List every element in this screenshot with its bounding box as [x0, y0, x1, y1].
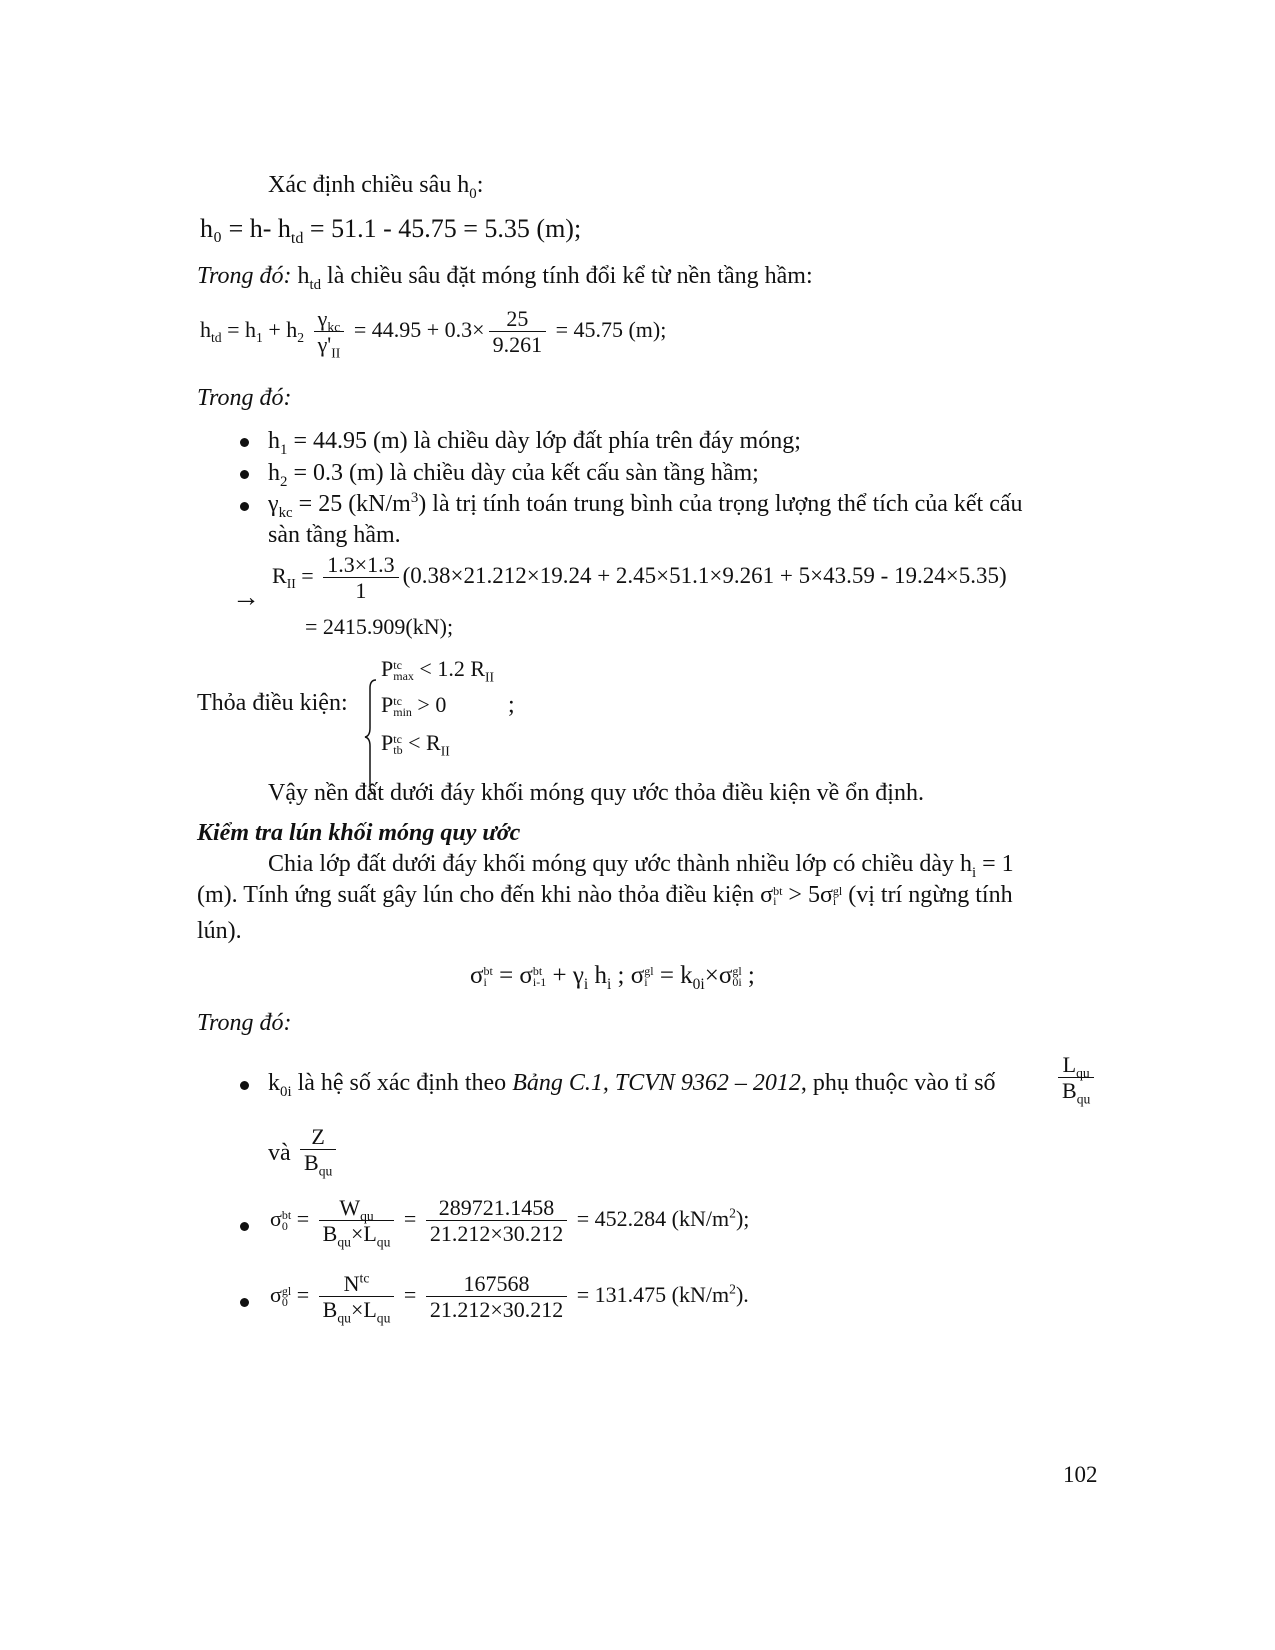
line-trong-do-2: Trong đó:	[197, 1010, 292, 1036]
cond-tb: P tc tb < $R_{II}$	[381, 730, 450, 759]
bullet-dot	[240, 1222, 249, 1231]
fraction-lqu-bqu: $\frac{L_{qu}}{B_{qu}}$	[1058, 1052, 1094, 1104]
bullet-k0i: $k_{0i}$ là hệ số xác định theo Bảng C.1, TCVN 9362 – 2012, phụ thuộc vào tỉ số	[268, 1070, 996, 1100]
brace-icon	[364, 678, 378, 796]
fraction-gamma: $\frac{\gamma_{kc}}{\gamma'_{II}}$	[314, 306, 345, 358]
bullet-h2: $h_2 = 0.3$ (m) là chiều dày của kết cấu sàn tầng hầm;	[268, 460, 759, 490]
equation-htd: $h_{td} = h_1 + h_2$ $\frac{\gamma_{kc}}{\gamma'_{II}}$ = 44.95 + 0.3× $\frac{25}{9.261}$ = 45.75 (m);	[200, 306, 667, 361]
bullet-gamma-kc-cont: sàn tầng hầm.	[268, 522, 401, 548]
bullet-dot	[240, 438, 249, 447]
fraction-25: $\frac{25}{9.261}$	[489, 306, 547, 358]
fraction-z-bqu: $\frac{Z}{B_{qu}}$	[300, 1124, 336, 1176]
equation-rii: $R_{II}$ = $\frac{1.3\times 1.3}{1}$ (0.38×21.212×19.24 + 2.45×51.1×9.261 + 5×43.59 - 19.24×5.35)	[272, 552, 1007, 604]
bullet-gamma-kc: $\gamma_{kc} = 25$ $(kN/m^3)$ là trị tính toán trung bình của trọng lượng thể tích của kết cấu	[268, 490, 1023, 521]
equation-sigma-bt: σ bt 0 = $\frac{W_{qu}}{B_{qu}\times L_{qu}}$ = $\frac{289721.1458}{21.212\times 30.212}$ = 452.284 $(kN/m^2)$;	[270, 1195, 750, 1250]
bullet-h1: $h_1 = 44.95$ (m) là chiều dày lớp đất phía trên đáy móng;	[268, 428, 801, 458]
equation-rii-result: = 2415.909(kN);	[305, 614, 454, 639]
section-heading: Kiểm tra lún khối móng quy ước	[197, 820, 521, 846]
fraction-13: $\frac{1.3\times 1.3}{1}$	[323, 552, 398, 604]
paragraph-line-2: (m). Tính ứng suất gây lún cho đến khi nào thỏa điều kiện σ bt i > 5σ gl i (vị trí ngừng tính	[197, 882, 1013, 909]
bullet-dot	[240, 502, 249, 511]
line-trong-do: Trong đó:	[197, 385, 292, 411]
cond-min: P tc min > 0	[381, 692, 447, 719]
line-trong-do-htd: Trong đó: $h_{td}$ là chiều sâu đặt móng tính đổi kể từ nền tầng hầm:	[197, 263, 813, 293]
line-xac-dinh: Xác định chiều sâu $h_0$:	[268, 172, 484, 202]
paragraph-line-3: lún).	[197, 918, 242, 944]
line-va: và	[268, 1140, 291, 1166]
line-vay: Vậy nền đất dưới đáy khối móng quy ước thỏa điều kiện về ổn định.	[268, 780, 924, 806]
bullet-dot	[240, 1081, 249, 1090]
arrow-icon: →	[232, 582, 260, 613]
paragraph-line-1: Chia lớp đất dưới đáy khối móng quy ước thành nhiều lớp có chiều dày $h_i = 1$	[268, 851, 1014, 881]
equation-sigma-gl: σ gl 0 = $\frac{N^{tc}}{B_{qu}\times L_{qu}}$ = $\frac{167568}{21.212\times 30.212}$ = 131.475 $(kN/m^2)$.	[270, 1270, 749, 1326]
equation-h0: h₀ = h- $h_{td} = 51.1 - 45.75 = 5.35$ (m);	[200, 214, 582, 248]
equation-sigma: σ bt i = σ bt i-1 + $\gamma_i$ $h_i$ ; σ gl i = $k_{0i}\times\sigma$ gl 0i ;	[470, 962, 755, 993]
cond-max: P tc max < 1.2 $R_{II}$	[381, 656, 495, 685]
page-number: 102	[1063, 1462, 1098, 1487]
cond-end: ;	[508, 692, 515, 718]
cond-label: Thỏa điều kiện:	[197, 690, 348, 716]
bullet-dot	[240, 1298, 249, 1307]
bullet-dot	[240, 470, 249, 479]
